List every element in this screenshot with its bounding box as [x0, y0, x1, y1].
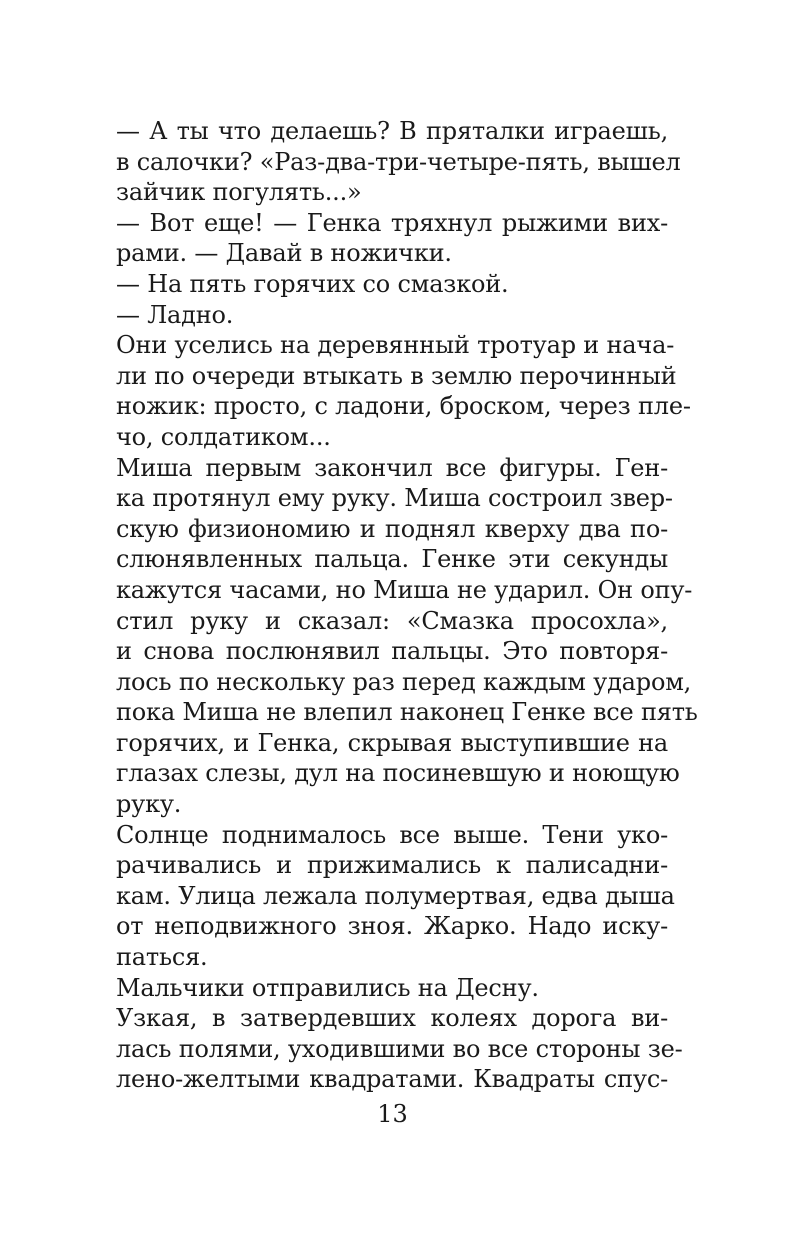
- text-line: лась полями, уходившими во все стороны зе-: [116, 1034, 683, 1063]
- text-line: лось по нескольку раз перед каждым ударом,: [116, 667, 692, 696]
- text-line: Миша первым закончил все фигуры. Ген-: [116, 453, 668, 482]
- text-line: рачивались и прижимались к палисадни-: [116, 851, 668, 880]
- text-line: — На пять горячих со смазкой.: [116, 269, 509, 298]
- text-line: стил руку и сказал: «Смазка просохла»,: [116, 606, 668, 635]
- text-line: кажутся часами, но Миша не ударил. Он опу-: [116, 575, 693, 604]
- text-line: скую физиономию и поднял кверху два по-: [116, 514, 668, 543]
- text-line: от неподвижного зноя. Жарко. Надо иску-: [116, 912, 668, 941]
- text-line: Узкая, в затвердевших колеях дорога ви-: [116, 1004, 668, 1033]
- text-line: — Ладно.: [116, 300, 234, 329]
- text-line: — А ты что делаешь? В пряталки играешь,: [116, 117, 668, 145]
- text-line: в салочки? «Раз-два-три-четыре-пять, вышел: [116, 147, 681, 176]
- text-line: ка протянул ему руку. Миша состроил звер-: [116, 484, 673, 513]
- text-line: и снова послюнявил пальцы. Это повторя-: [116, 637, 668, 666]
- text-line: пока Миша не влепил наконец Генке все пять: [116, 698, 698, 727]
- text-line: руку.: [116, 790, 182, 819]
- text-line: глазах слезы, дул на посиневшую и ноющую: [116, 759, 680, 788]
- text-line: — Вот еще! — Генка тряхнул рыжими вих-: [116, 208, 668, 237]
- text-line: Солнце поднималось все выше. Тени уко-: [116, 820, 668, 849]
- text-line: Мальчики отправились на Десну.: [116, 973, 539, 1002]
- text-line: зайчик погулять...»: [116, 178, 362, 207]
- text-line: паться.: [116, 943, 208, 972]
- page-number: 13: [377, 1100, 408, 1128]
- body-text: [116, 116, 698, 1095]
- text-line: горячих, и Генка, скрывая выступившие на: [116, 728, 668, 757]
- text-line: Они уселись на деревянный тротуар и нача-: [116, 331, 675, 360]
- text-line: лено-желтыми квадратами. Квадраты спус-: [116, 1065, 668, 1094]
- text-line: слюнявленных пальца. Генке эти секунды: [116, 545, 668, 574]
- text-line: рами. — Давай в ножички.: [116, 239, 452, 268]
- text-line: кам. Улица лежала полумертвая, едва дыша: [116, 881, 675, 910]
- text-line: чо, солдатиком...: [116, 422, 331, 451]
- text-line: ножик: просто, с ладони, броском, через пле-: [116, 392, 691, 421]
- text-line: ли по очереди втыкать в землю перочинный: [116, 361, 677, 390]
